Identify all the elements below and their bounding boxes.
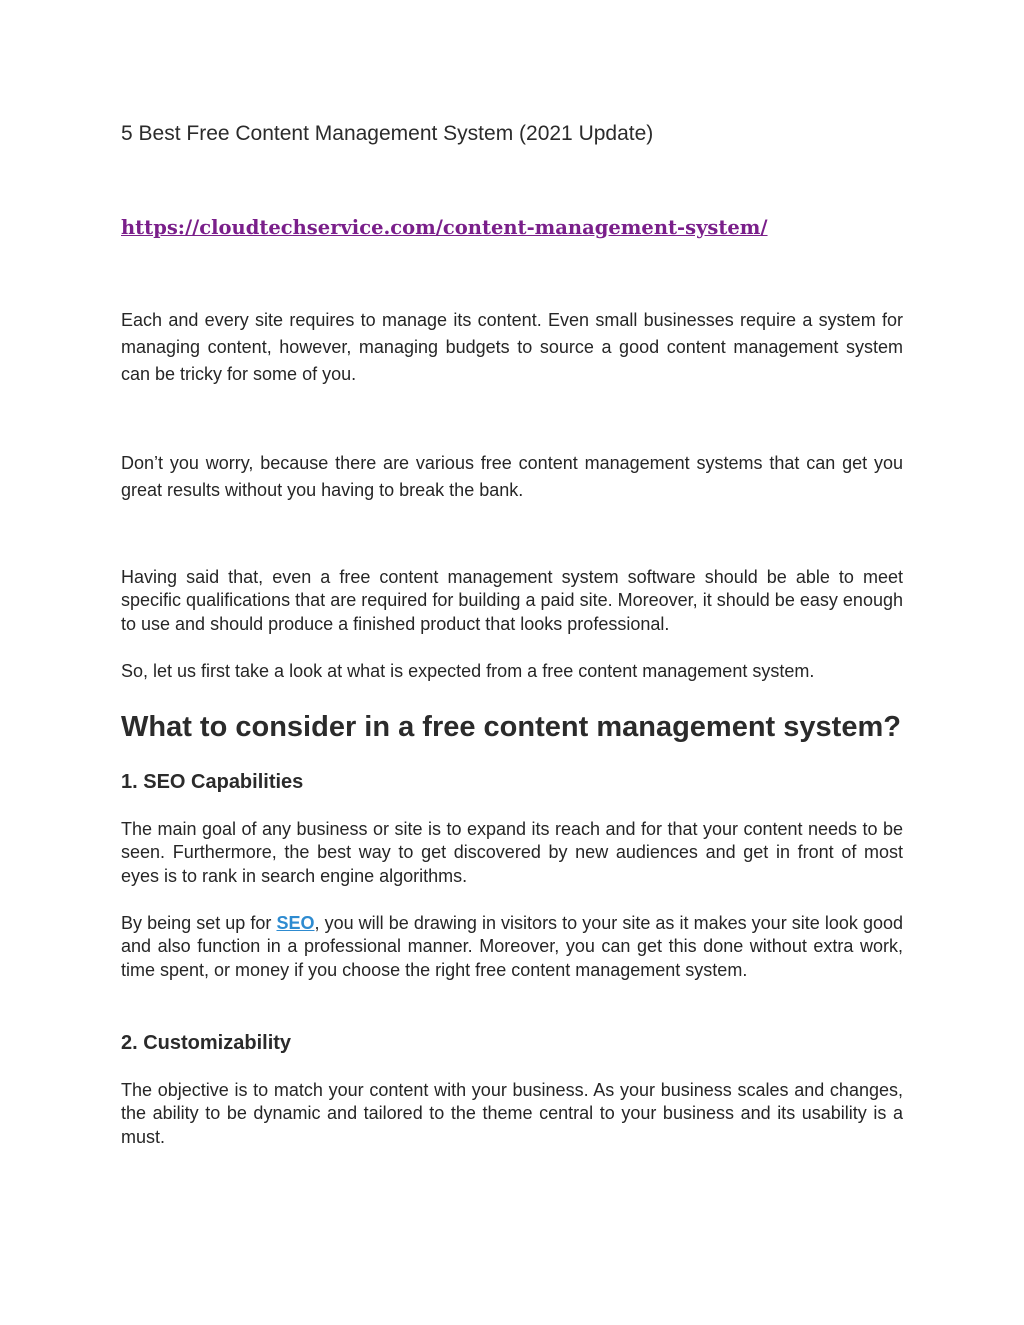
document-title: 5 Best Free Content Management System (2021 Update) [121,122,654,145]
section-heading: What to consider in a free content management system? [121,711,901,743]
seo-paragraph-1: The main goal of any business or site is to expand its reach and for that your content needs to be seen. Furthermore, the best way to get discovered by new audiences and get in front of most eyes is to rank in search engine algorithms. [121,819,903,886]
seo-paragraph-2 [121,912,903,982]
intro-paragraph-4: So, let us first take a look at what is expected from a free content management system. [121,661,815,681]
intro-paragraph-2: Don’t you worry, because there are various free content management systems that can get you great results without you having to break the bank. [121,453,903,500]
seo-inline-link[interactable]: SEO [276,913,315,933]
subsection-heading-customizability: 2. Customizability [121,1032,292,1054]
intro-paragraph-1: Each and every site requires to manage its content. Even small businesses require a system for managing content, however, managing budgets to source a good content management system can be tricky for some of you. [121,310,903,384]
seo-paragraph-2-rest: , you will be drawing in visitors to your site as it makes your site look good and also function in a professional manner. Moreover, you can get this done without extra work, time spent, or money if you choose the right free content management system. [121,913,903,980]
seo-paragraph-2-lead: By being set up for [121,913,277,933]
subsection-heading-seo: 1. SEO Capabilities [121,771,304,793]
source-url-link[interactable]: https://cloudtechservice.com/content-management-system/ [121,216,768,239]
customizability-paragraph-1: The objective is to match your content with your business. As your business scales and changes, the ability to be dynamic and tailored to the theme central to your business and its usability is a must. [121,1080,903,1147]
intro-paragraph-3: Having said that, even a free content management system software should be able to meet specific qualifications that are required for building a paid site. Moreover, it should be easy enough to use and should produce a finished product that looks professional. [121,567,903,634]
